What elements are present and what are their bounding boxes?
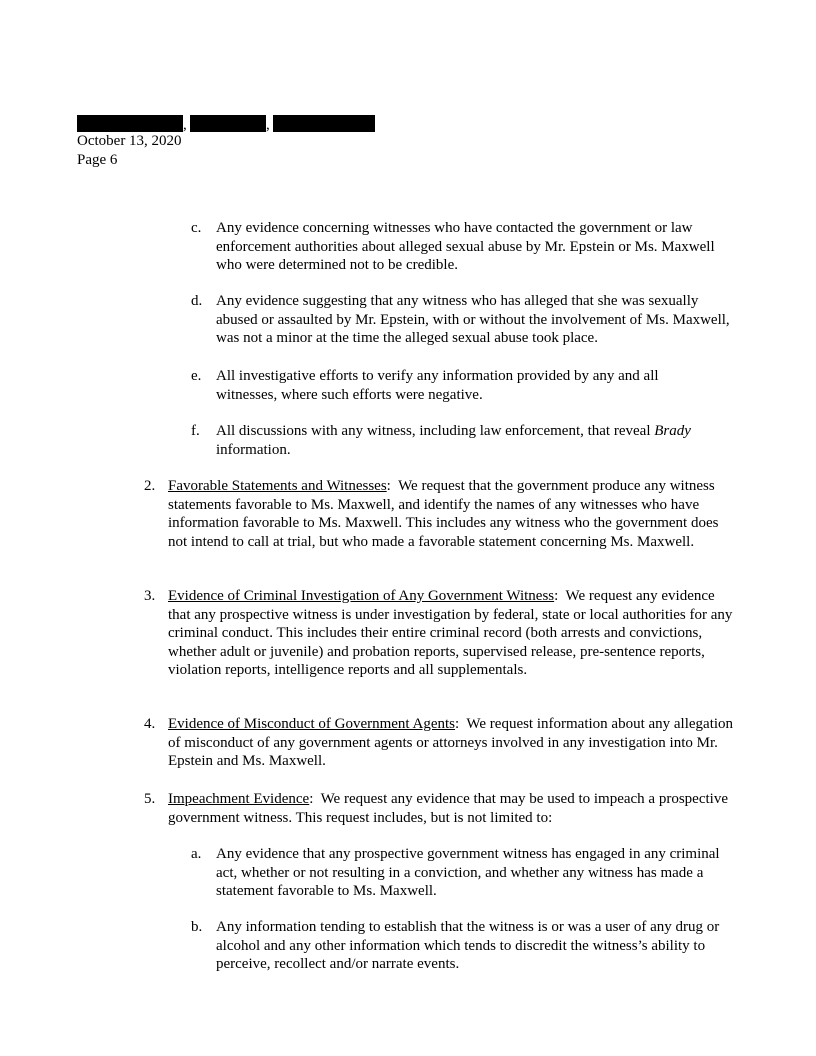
item-number: 4. [144, 716, 156, 732]
list-item-a [191, 845, 736, 901]
list-item-text: Any evidence suggesting that any witness who has alleged that she was sexually abused or assaulted by Mr. Epstein, with or without the involvement of Ms. Maxwell, was not a minor at the time the alleged sexual abuse took place. [216, 293, 730, 346]
list-item-f [191, 422, 736, 459]
list-item-text [216, 422, 736, 459]
item-heading: Evidence of Criminal Investigation of Any Government Witness [168, 588, 555, 604]
item-number: 5. [144, 791, 156, 807]
redaction-bar [273, 115, 375, 132]
numbered-item-text [168, 587, 734, 680]
separator-comma: , [266, 117, 270, 133]
item-heading: Impeachment Evidence [168, 791, 310, 807]
item-text-part: All discussions with any witness, including law enforcement, that reveal [216, 423, 655, 439]
list-item-c [191, 219, 736, 275]
list-marker: e. [191, 368, 202, 384]
letter-date: October 13, 2020 [77, 133, 182, 149]
brady-emphasis: Brady [654, 423, 691, 439]
item-number: 3. [144, 588, 156, 604]
list-item-d [191, 292, 736, 348]
heading-separator: : [554, 588, 566, 604]
redaction-bar [190, 115, 266, 132]
page-number: Page 6 [77, 151, 118, 168]
list-item-text: Any evidence concerning witnesses who have contacted the government or law enforcement authorities about alleged sexual abuse by Mr. Epstein or Ms. Maxwell who were determined not to be credible. [216, 220, 715, 273]
numbered-item-3 [144, 587, 734, 680]
recipient-line [77, 114, 375, 132]
list-item-e [191, 367, 736, 404]
list-item-b [191, 918, 736, 974]
item-heading: Evidence of Misconduct of Government Agents [168, 716, 456, 732]
redaction-bar [77, 115, 183, 132]
item-body: We request any evidence that any prospective witness is under investigation by federal, state or local authorities for any criminal conduct. This includes their entire criminal record (both arrests and convictions, whether adult or juvenile) and probation reports, supervised release, pre-sentence reports, violation reports, intelligence reports and all supplementals. [168, 588, 733, 678]
item-body: We request any evidence that may be used to impeach a prospective government witness. This request includes, but is not limited to: [168, 791, 728, 826]
item-body: We request information about any allegation of misconduct of any government agents or attorneys involved in any investigation into Mr. Epstein and Ms. Maxwell. [168, 716, 734, 769]
numbered-item-2 [144, 477, 734, 551]
list-marker: f. [191, 423, 200, 439]
heading-separator: : [386, 478, 399, 494]
item-body: We request that the government produce any witness statements favorable to Ms. Maxwell, and identify the names of any witnesses who have information favorable to Ms. Maxwell. This includes any witness who the government does not intend to call at trial, but who made a favorable statement concerning Ms. Maxwell. [168, 478, 719, 550]
separator-comma: , [183, 117, 187, 133]
numbered-item-text [168, 715, 734, 771]
heading-separator: : [309, 791, 321, 807]
list-item-text: Any evidence that any prospective government witness has engaged in any criminal act, whether or not resulting in a conviction, and whether any witness has made a statement favorable to Ms. Maxwell. [216, 846, 720, 899]
heading-separator: : [455, 716, 467, 732]
list-marker: a. [191, 846, 202, 862]
item-text-part: information. [216, 441, 291, 458]
list-item-text: All investigative efforts to verify any information provided by any and all witnesses, where such efforts were negative. [216, 368, 659, 403]
numbered-item-5 [144, 790, 734, 827]
numbered-item-4 [144, 715, 734, 771]
list-marker: b. [191, 919, 203, 935]
list-item-text: Any information tending to establish that the witness is or was a user of any drug or alcohol and any other information which tends to discredit the witness’s ability to perceive, recollect and/or narrate events. [216, 919, 720, 972]
numbered-item-text [168, 790, 734, 827]
item-heading: Favorable Statements and Witnesses [168, 478, 387, 494]
letter-header [77, 114, 375, 169]
list-marker: d. [191, 293, 203, 309]
numbered-item-text [168, 477, 734, 551]
item-number: 2. [144, 478, 156, 494]
list-marker: c. [191, 220, 202, 236]
